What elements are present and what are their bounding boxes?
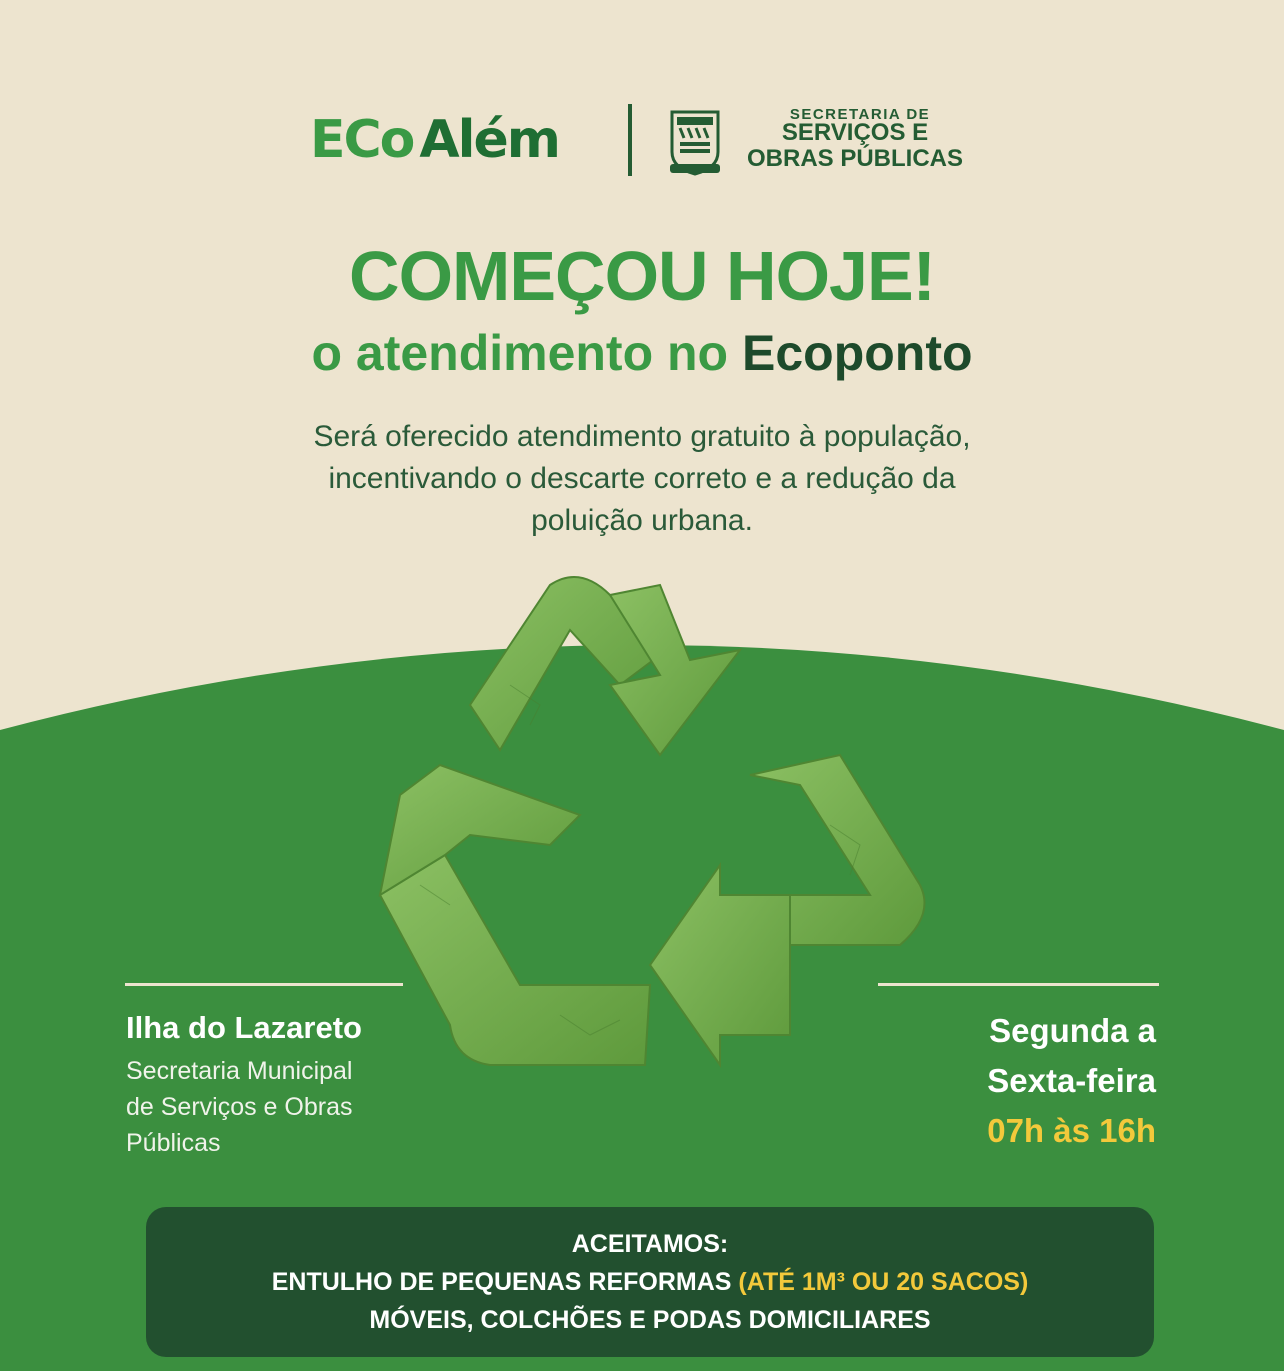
schedule-block: [856, 1006, 1156, 1156]
city-crest-icon: [668, 108, 722, 178]
location-title: Ilha do Lazareto: [126, 1010, 362, 1045]
location-line3: Públicas: [126, 1129, 221, 1157]
headline-subtitle-highlight: Ecoponto: [742, 325, 973, 381]
description-line2: incentivando o descarte correto e a redução da: [328, 462, 956, 495]
description-line3: poluição urbana.: [531, 504, 753, 537]
recycle-icon: [360, 565, 940, 1145]
secretaria-line1: SERVIÇOS E: [781, 119, 929, 146]
headline-title: COMEÇOU HOJE!: [349, 237, 935, 315]
accept-item2: MÓVEIS, COLCHÕES E PODAS DOMICILIARES: [369, 1306, 931, 1334]
secretaria-line2: OBRAS PÚBLICAS: [746, 145, 963, 172]
logo-eco-text: ECo: [310, 110, 414, 170]
logo-divider: [628, 104, 632, 176]
divider-left: [125, 983, 403, 986]
accept-heading: ACEITAMOS:: [571, 1230, 729, 1258]
logo-row: [0, 100, 1284, 180]
accepted-items-box: [146, 1207, 1154, 1357]
location-line1: Secretaria Municipal: [126, 1057, 353, 1085]
location-line2: de Serviços e Obras: [126, 1093, 353, 1121]
eco-alem-logo: [310, 110, 559, 170]
headline-subtitle-prefix: o atendimento no: [311, 325, 742, 381]
schedule-days-line2: Sexta-feira: [987, 1062, 1156, 1099]
accept-item1-text: ENTULHO DE PEQUENAS REFORMAS: [271, 1268, 739, 1296]
schedule-days-line1: Segunda a: [989, 1012, 1156, 1049]
secretaria-small-label: SECRETARIA DE: [789, 106, 931, 123]
secretaria-name: [730, 120, 980, 172]
schedule-hours: 07h às 16h: [987, 1112, 1156, 1149]
accept-item1-limit: (ATÉ 1M³ OU 20 SACOS): [738, 1268, 1029, 1296]
headline-subtitle: [0, 324, 1284, 382]
accept-item1: [146, 1263, 1154, 1301]
description-line1: Será oferecido atendimento gratuito à população,: [313, 420, 971, 453]
description: [0, 416, 1284, 542]
divider-right: [878, 983, 1159, 986]
location-details: [126, 1053, 426, 1161]
logo-alem-text: Além: [419, 110, 559, 170]
